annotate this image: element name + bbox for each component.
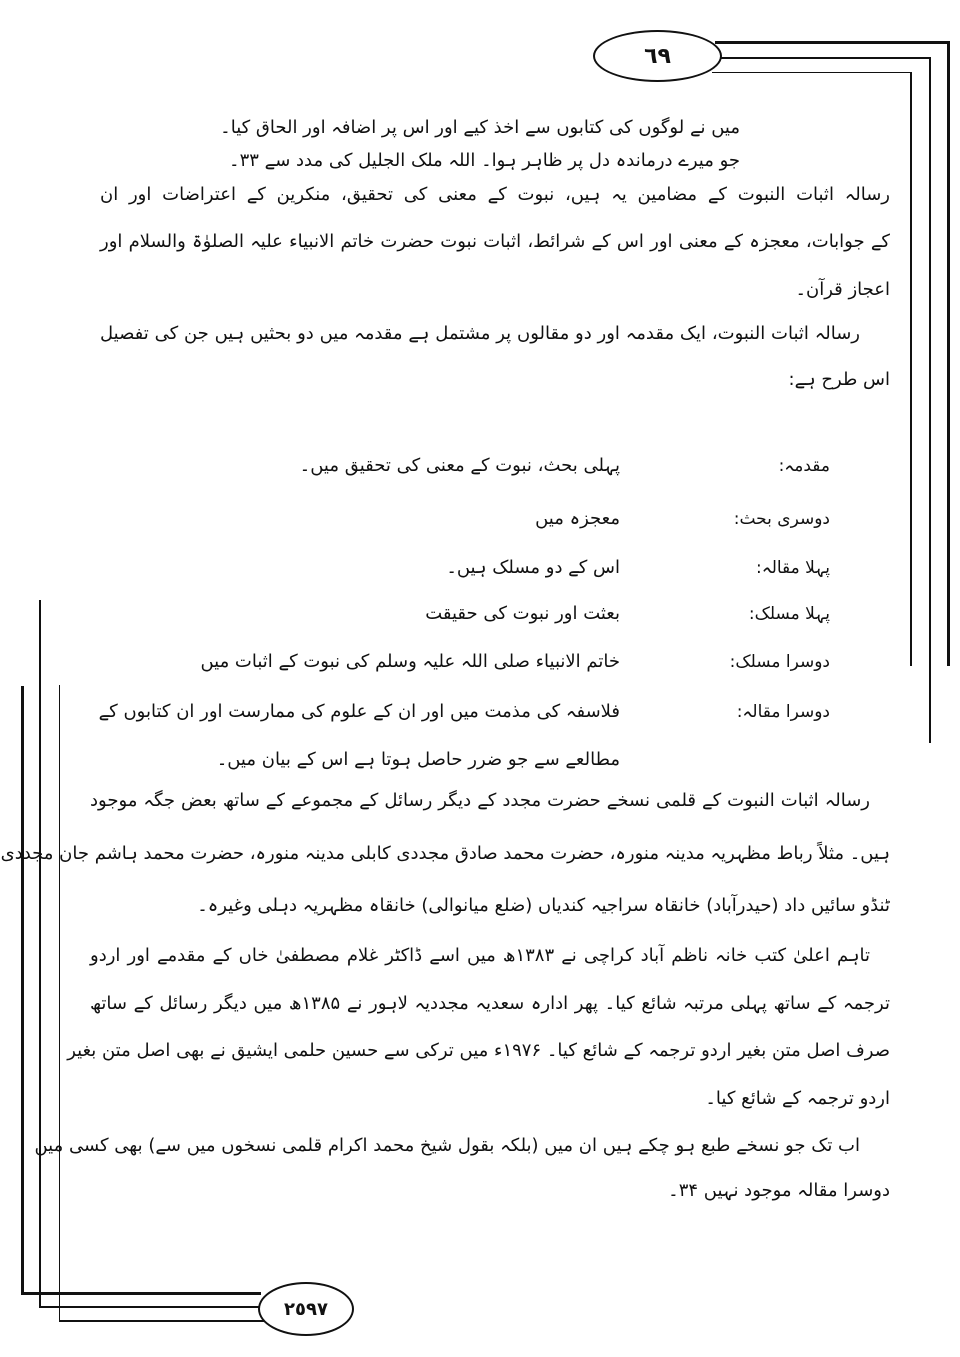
text-line: رسالہ اثبات النبوت، ایک مقدمہ اور دو مقالوں پر مشتمل ہے مقدمہ میں دو بحثیں ہیں جن کی تفصیل (100, 323, 860, 344)
outline-label: پہلا مسلک: (748, 604, 830, 624)
outline-value: اس کے دو مسلک ہیں۔ (446, 557, 620, 578)
frame-line (947, 41, 950, 666)
outline-label: مقدمہ: (778, 456, 830, 476)
outline-value: معجزہ میں (535, 508, 620, 529)
text-line: میں نے لوگوں کی کتابوں سے اخذ کیے اور اس پر اضافہ اور الحاق کیا۔ (220, 117, 740, 138)
frame-line (39, 600, 41, 1308)
text-line: رسالہ اثبات النبوت کے قلمی نسخے حضرت مجدد کے دیگر رسائل کے مجموعے کے ساتھ بعض جگہ موجود (90, 790, 870, 811)
frame-line (59, 1320, 264, 1322)
frame-line (715, 41, 950, 44)
frame-line (718, 57, 931, 59)
outline-label: دوسرا مقالہ: (736, 702, 830, 722)
outline-label: دوسرا مسلک: (729, 652, 830, 672)
text-line: اب تک جو نسخے طبع ہو چکے ہیں ان میں (بلکہ بقول شیخ محمد اکرام قلمی نسخوں میں سے) بھی کسی میں (34, 1135, 860, 1156)
outline-value: خاتم الانبیاء صلی اللہ علیہ وسلم کی نبوت کے اثبات میں (200, 651, 620, 672)
outline-label: دوسری بحث: (733, 509, 830, 529)
text-line: جو میرے درماندہ دل پر ظاہر ہوا۔ اللہ ملک الجلیل کی مدد سے ۳۳۔ (229, 150, 740, 171)
outline-value-continued: مطالعے سے جو ضرر حاصل ہوتا ہے اس کے بیان میں۔ (216, 749, 620, 770)
frame-line (929, 57, 931, 743)
text-line: ٹنڈو سائیں داد (حیدرآباد) خانقاہ سراجیہ کندیاں (ضلع میانوالی) خانقاہ مظہریہ دہلی وغیرہ۔ (197, 895, 890, 916)
page-number-top-text: ٦٩ (644, 43, 671, 69)
text-line: اردو ترجمہ کے شائع کیا۔ (705, 1088, 890, 1109)
frame-line (910, 72, 912, 666)
page-number-bottom (258, 1282, 354, 1336)
text-line: اعجاز قرآن۔ (795, 279, 890, 300)
page-number-top (593, 30, 722, 82)
frame-line (39, 1306, 259, 1308)
text-line: ترجمہ کے ساتھ پہلی مرتبہ شائع کیا۔ پھر ادارہ سعدیہ مجددیہ لاہور نے ۱۳۸۵ھ میں دیگر رسائل کے ساتھ (90, 993, 890, 1014)
outline-label: پہلا مقالہ: (756, 558, 830, 578)
frame-line (59, 685, 60, 1322)
text-line: رسالہ اثبات النبوت کے مضامین یہ ہیں، نبوت کے معنی کی تحقیق، منکرین کے اعتراضات اور ان (100, 184, 890, 205)
text-line: ہیں۔ مثلاً رباط مظہریہ مدینہ منورہ، حضرت محمد صادق مجددی کابلی مدینہ منورہ، حضرت محمد ہاشم جان مجددی (0, 843, 890, 864)
frame-line (21, 686, 24, 1294)
frame-line (712, 72, 912, 73)
page-number-bottom-text: ٢٥٩٧ (284, 1298, 328, 1320)
outline-value: پہلی بحث، نبوت کے معنی کی تحقیق میں۔ (299, 455, 620, 476)
text-line: اس طرح ہے: (788, 369, 890, 390)
outline-value: بعثت اور نبوت کی حقیقت (425, 603, 620, 624)
text-line: تاہم اعلیٰ کتب خانہ ناظم آباد کراچی نے ۱۳۸۳ھ میں اسے ڈاکٹر غلام مصطفیٰ خاں کے مقدمے اور اردو (90, 945, 871, 966)
outline-value: فلاسفہ کی مذمت میں اور ان کے علوم کی ممارست اور ان کتابوں کے (98, 701, 620, 722)
frame-line (21, 1292, 261, 1295)
text-line: دوسرا مقالہ موجود نہیں ۳۴۔ (668, 1180, 890, 1201)
text-line: کے جوابات، معجزہ کے معنی اور اس کے شرائط، اثبات نبوت حضرت خاتم الانبیاء علیہ الصلوٰۃ والسلام اور (100, 231, 890, 252)
text-line: صرف اصل متن بغیر اردو ترجمہ کے شائع کیا۔ ۱۹۷۶ء میں ترکی سے حسین حلمی ایشیق نے بھی اصل متن بغیر (67, 1040, 890, 1061)
